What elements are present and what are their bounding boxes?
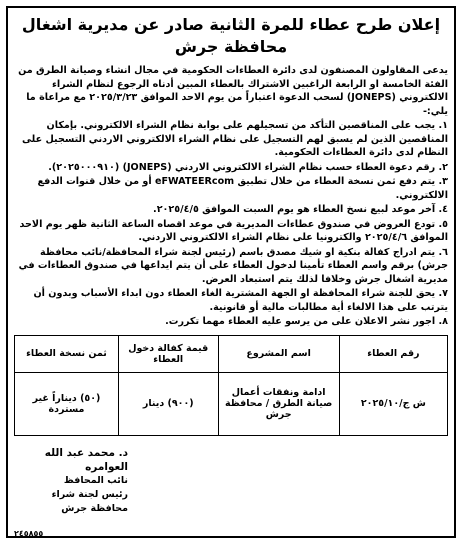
- tender-announcement: [14, 14, 448, 516]
- header-project-name: اسم المشروع: [218, 335, 339, 372]
- header-copy-price: ثمن نسخة العطاء: [15, 335, 119, 372]
- condition-item: ٣. يتم دفع ثمن نسخة العطاء من خلال تطبيق eFWATEERcom أو من خلال قنوات الدفع الالكتروني.: [37, 176, 448, 201]
- table-header-row: [15, 335, 448, 372]
- signatory-role: نائب المحافظ: [63, 474, 128, 486]
- condition-item: ٥. تودع العروض في صندوق عطاءات المديرية في موعد اقصاه الساعة الثانية ظهر يوم الاحد الموافق ٢٠٢٥/٤/٦ والكترونيا على نظام الشراء الالكتروني الاردني.: [19, 218, 448, 243]
- cell-copy-price: (٥٠) ديناراً غير مستردة: [15, 372, 119, 435]
- header-tender-number: رقم العطاء: [339, 335, 447, 372]
- condition-item: ٦. يتم ادراج كفالة بنكية او شيك مصدق باسم (رئيس لجنة شراء المحافظة/نائب محافظة جرش) برقم واسم العطاء تأمينا لدخول العطاء على أن يتم ايداعها في صندوق العطاءات في مديرية اشغال جرش وخلافا لذلك يتم استبعاد العرض.: [18, 246, 448, 285]
- tender-table: [14, 335, 448, 436]
- condition-item: ١. يجب على المناقصين التأكد من تسجيلهم على بوابة نظام الشراء الالكتروني. بإمكان المناقصين الذين لم يسبق لهم التسجيل على نظام الشراء الالكتروني الاردني التسجيل على النظام لدى دائرة العطاءات الحكومية.: [21, 120, 448, 158]
- signatory-committee: رئيس لجنة شراء محافظة جرش: [51, 488, 128, 514]
- table-row: [15, 372, 448, 435]
- signatory-name: د. محمد عبد الله العوامره: [44, 446, 128, 473]
- condition-item: ٢. رقم دعوة العطاء حسب نظام الشراء الالكتروني الاردني (JONEPS) (٢٠٢٥٠٠٠٩١٠).: [48, 161, 448, 173]
- signature-block: [14, 446, 448, 516]
- intro-paragraph: يدعى المقاولون المصنفون لدى دائرة العطاءات الحكومية في مجال انشاء وصيانة الطرق من الفئة الخامسة او الرابعة الراغبين الاشتراك بالعطاء المبين أدناه الرجوع لنظام الشراء الالكتروني (JONEPS) لسحب الدعوة اعتباراً من يوم الاحد الموافق ٢٠٢٥/٣/٢٣ مع مراعاة ما يلي:-: [18, 65, 448, 117]
- condition-item: ٧. يحق للجنة شراء المحافظة او الجهة المشترية الغاء العطاء دون ابداء الأسباب وبدون أن يترتب على هذا الالغاء أية مطالبات مالية أو قانونية.: [33, 288, 448, 313]
- header-bond-value: قيمة كفالة دخول العطاء: [118, 335, 218, 372]
- cell-bond-value: (٩٠٠) دينار: [118, 372, 218, 435]
- condition-item: ٤. آخر موعد لبيع نسخ العطاء هو يوم السبت الموافق ٢٠٢٥/٤/٥.: [153, 204, 448, 215]
- reference-number: ٢٤٥٨٥٥: [14, 529, 44, 538]
- condition-item: ٨. اجور نشر الاعلان على من يرسو عليه العطاء مهما تكررت.: [165, 316, 448, 327]
- announcement-title: إعلان طرح عطاء للمرة الثانية صادر عن مديرية اشغال محافظة جرش: [21, 15, 441, 56]
- cell-project-name: ادامة ونفقات أعمال صيانة الطرق / محافظة جرش: [218, 372, 339, 435]
- cell-tender-number: ش ج/٢٠٢٥/١٠: [339, 372, 447, 435]
